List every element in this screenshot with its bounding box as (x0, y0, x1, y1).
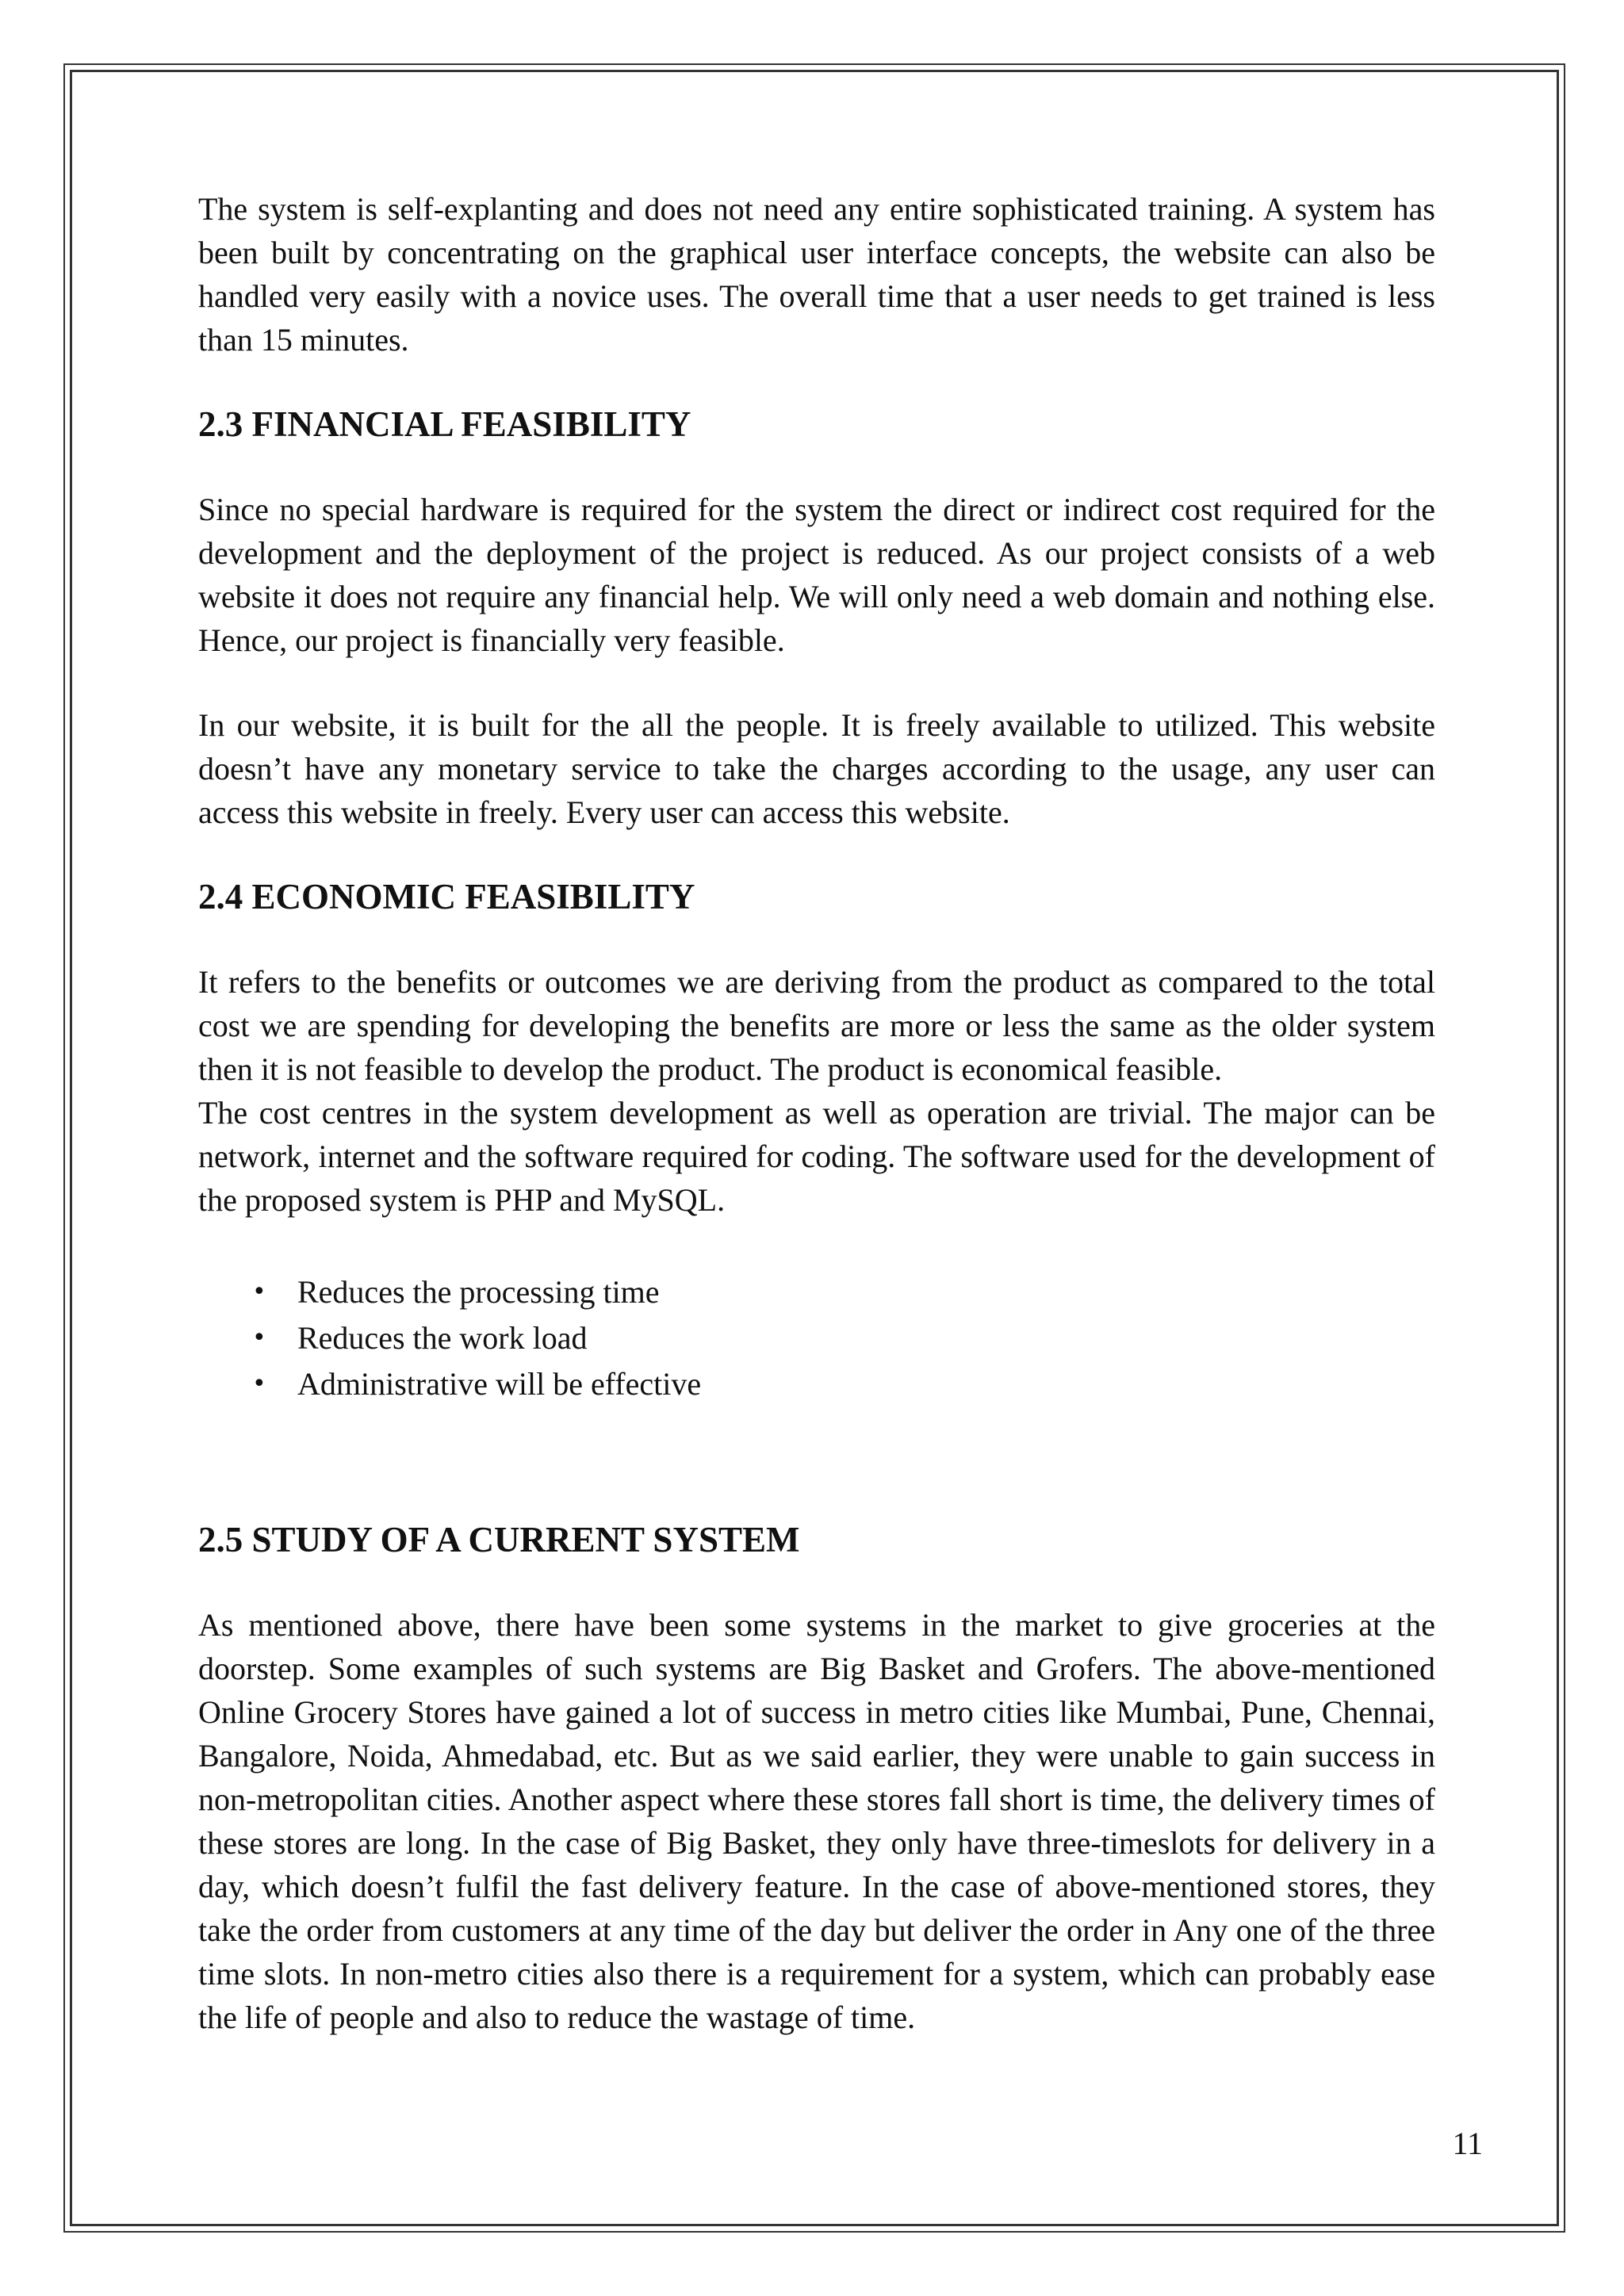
heading-economic-feasibility: 2.4 ECONOMIC FEASIBILITY (198, 877, 695, 916)
page-content (198, 187, 1435, 2039)
list-item-text: Reduces the processing time (297, 1274, 660, 1310)
bullet-icon: • (252, 1278, 266, 1306)
economic-paragraph-2: The cost centres in the system development as well as operation are trivial. The major can be network, internet and the software required for coding. The software used for the development of the proposed system is PHP and MySQL. (198, 1095, 1435, 1218)
list-item (198, 1315, 1435, 1361)
heading-study-current-system: 2.5 STUDY OF A CURRENT SYSTEM (198, 1520, 800, 1559)
heading-financial-feasibility: 2.3 FINANCIAL FEASIBILITY (198, 404, 691, 444)
economic-benefits-list (198, 1269, 1435, 1407)
list-item (198, 1269, 1435, 1315)
financial-paragraph-2: In our website, it is built for the all the people. It is freely available to utilized. This website doesn’t have any monetary service to take the charges according to the usage, any user can access this website in freely. Every user can access this website. (198, 707, 1435, 830)
bullet-icon: • (252, 1370, 266, 1398)
list-item-text: Administrative will be effective (297, 1366, 702, 1402)
financial-paragraph-1: Since no special hardware is required for the system the direct or indirect cost required for the development and the deployment of the project is reduced. As our project consists of a web website it does not require any financial help. We will only need a web domain and nothing else. Hence, our project is financially very feasible. (198, 492, 1435, 658)
bullet-icon: • (252, 1324, 266, 1352)
economic-paragraph-1: It refers to the benefits or outcomes we are deriving from the product as compared to the total cost we are spending for developing the benefits are more or less the same as the older system then it is not feasible to develop the product. The product is economical feasible. (198, 964, 1435, 1087)
page-number: 11 (1452, 2126, 1483, 2161)
list-item-text: Reduces the work load (297, 1320, 588, 1356)
list-item (198, 1361, 1435, 1407)
current-system-paragraph: As mentioned above, there have been some systems in the market to give groceries at the doorstep. Some examples of such systems are Big Basket and Grofers. The above-mentioned Online Grocery Stores have gained a lot of success in metro cities like Mumbai, Pune, Chennai, Bangalore, Noida, Ahmedabad, etc. But as we said earlier, they were unable to gain success in non-metropolitan cities. Another aspect where these stores fall short is time, the delivery times of these stores are long. In the case of Big Basket, they only have three-timeslots for delivery in a day, which doesn’t fulfil the fast delivery feature. In the case of above-mentioned stores, they take the order from customers at any time of the day but deliver the order in Any one of the three time slots. In non-metro cities also there is a requirement for a system, which can probably ease the life of people and also to reduce the wastage of time. (198, 1607, 1435, 2035)
intro-paragraph: The system is self-explanting and does not need any entire sophisticated training. A system has been built by concentrating on the graphical user interface concepts, the website can also be handled very easily with a novice uses. The overall time that a user needs to get trained is less than 15 minutes. (198, 191, 1435, 358)
